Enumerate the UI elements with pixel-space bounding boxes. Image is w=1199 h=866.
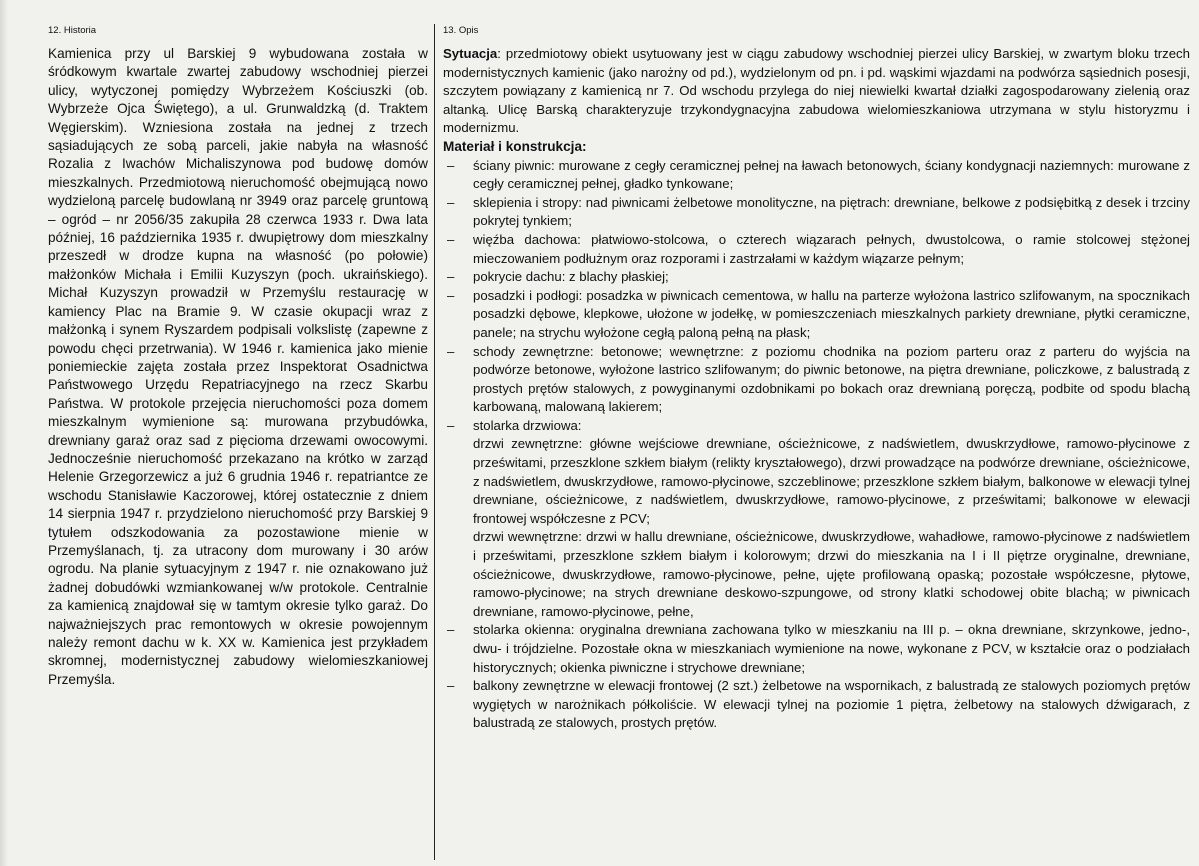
situation-paragraph bbox=[443, 45, 1190, 138]
description-header: 13. Opis bbox=[443, 25, 479, 36]
scan-edge bbox=[0, 0, 8, 866]
material-heading bbox=[443, 138, 1190, 157]
doors-title: – stolarka drzwiowa: bbox=[473, 417, 582, 433]
list-item-doors bbox=[443, 417, 1190, 622]
history-text: Kamienica przy ul Barskiej 9 wybudowana została w śródkowym kwartale zwartej zabudowy wschodniej pierzei ulicy, wytyczonej pomiędzy Wybrzeżem Kościuszki (ob. Wybrzeże Ojca Świętego), a ul. Grunwaldzką (d. Traktem Węgierskim). Wzniesiona została na jednej z trzech sąsiadujących ze sobą parceli, jakie nabyła na własność Rozalia z Iwachów Michaliszynowa pod budowę domów mieszkalnych. Przedmiotową nieruchomość obejmującą nowo wydzieloną parcelę budowlaną nr 3949 oraz parcelę gruntową – ogród – nr 2056/35 zakupiła 28 czerwca 1933 r. Dwa lata później, 16 października 1935 r. dwupiętrowy dom mieszkalny przeszedł w drodze kupna na własność (po połowie) małżonków Michała i Emilii Kuzyszyn (poch. ukraińskiego). Michał Kuzyszyn prowadził w Przemyślu restaurację w kamiency Plac na Bramie 9. W czasie okupacji wraz z małżonką i synem Ryszardem podpisali volkslistę (zapewne z powodu chęci przetrwania). W 1946 r. kamienica jako mienie poniemieckie zajęta została przez Inspektorat Osadnictwa Państwowego Urzędu Repatriacyjnego na rzecz Skarbu Państwa. W protokole przejęcia nieruchomości poza domem mieszkalnym wymienione są: murowana przybudówka, drewniany garaż oraz sad z pięcioma drzewami owocowymi. Jednocześnie nieruchomość przekazano na krótko w zarząd Helenie Grzegorzewicz a już 6 grudnia 1946 r. repatriantce ze wschodu Stanisławie Kaczorowej, której ostatecznie z dniem 14 sierpnia 1947 r. przydzielono nieruchomość przy Barskiej 9 tytułem odszkodowania za pozostawione mienie w Przemyślanach, tj. za utracony dom murowany i 30 arów ogrodu. Na planie sytuacyjnym z 1947 r. nie oznakowano już żadnej dobudówki wzmiankowanej w/w protokole. Centralnie za kamienicą znajdował się w tamtym okresie tylko garaż. Do najważniejszych prac remontowych w okresie powojennym należy remont dachu w k. XX w. Kamienica jest przykładem skromnej, modernistycznej zabudowy wielomieszkaniowej Przemyśla. bbox=[48, 46, 428, 687]
list-item-windows: – stolarka okienna: oryginalna drewniana zachowana tylko w mieszkaniu na III p. – okna drewniane, skrzynkowe, jedno-, dwu- i trójdzielne. Pozostałe okna w mieszkaniach wymienione na nowe, wykonane z PCV, w kształcie oraz o podziałach historycznych; okienka piwniczne i strychowe drewniane; bbox=[443, 621, 1190, 677]
situation-text: : przedmiotowy obiekt usytuowany jest w ciągu zabudowy wschodniej pierzei ulicy Barskiej, w zwartym bloku trzech modernistycznych kamienic (jako narożny od pd.), wydzielonym od pn. i pd. wąskimi wjazdami na podwórza sąsiednich posesji, szczytem powiązany z kamienicą nr 7. Od wschodu przylega do niej niewielki kwartał działki zagospodarowany zielenią oraz altanką. Ulicę Barską charakteryzuje trzykondygnacyjna zabudowa wielomieszkaniowa utrzymana w stylu historyzmu i modernizmu. bbox=[443, 46, 1190, 136]
material-list bbox=[443, 157, 1190, 733]
material-label: Materiał i konstrukcja bbox=[443, 138, 583, 154]
list-item-stairs: – schody zewnętrzne: betonowe; wewnętrzne: z poziomu chodnika na poziom parteru oraz z parteru do wyjścia na podwórze betonowe, wyłożone lastrico szlifowanym; do piwnic betonowe, na piętra drewniane, policzkowe, z balustradą z prostych prętów stalowych, z powyginanymi ozdobnikami po bokach oraz drewnianą poręczą, podbite od spodu blachą karbowaną, malowaną lakierem; bbox=[443, 343, 1190, 417]
doors-outer: drzwi zewnętrzne: główne wejściowe drewniane, ościeżnicowe, z nadświetlem, dwuskrzydłowe, ramowo-płycinowe z prześwitami, przeszklone szkłem białym (relikty kryształowego), drzwi prowadzące na podwórze drewniane, ościeżnicowe, z nadświetlem, dwuskrzydłowe, ramowo-płycinowe, szczeblinowe; przeszklone szkłem białym, balkonowe w elewacji tylnej drewniane, ościeżnicowe, z nadświetlem, dwuskrzydłowe, ramowo-płycinowe, z prześwitami; balkonowe w elewacji frontowej współczesne z PCV; bbox=[473, 436, 1190, 526]
material-colon: : bbox=[582, 138, 587, 154]
history-header: 12. Historia bbox=[48, 25, 97, 36]
history-column bbox=[38, 24, 435, 860]
document-sheet bbox=[38, 24, 1198, 860]
list-item-walls: – ściany piwnic: murowane z cegły ceramicznej pełnej na ławach betonowych, ściany kondygnacji naziemnych: murowane z cegły ceramicznej pełnej, gładko tynkowane; bbox=[443, 157, 1190, 194]
list-item-floors: – posadzki i podłogi: posadzka w piwnicach cementowa, w hallu na parterze wyłożona lastrico szlifowanym, na spocznikach posadzki dębowe, klepkowe, ułożone w jodełkę, w pomieszczeniach mieszkalnych parkiety drewniane, płytki ceramiczne, panele; na strychu wyłożone cegłą paloną pełną na płask; bbox=[443, 287, 1190, 343]
doors-inner: drzwi wewnętrzne: drzwi w hallu drewniane, ościeżnicowe, dwuskrzydłowe, wahadłowe, ramowo-płycinowe z nadświetlem i prześwitami, przeszklone szkłem białym i kolorowym; drzwi do mieszkania na I i II piętrze oryginalne, drewniane, ościeżnicowe, dwuskrzydłowe, ramowo-płycinowe, pełne, ujęte profilowaną opaską; pozostałe współczesne, płytowe, ramowo-płycinowe; na strych drewniane deskowo-szpungowe, od strony klatki schodowej obite blachą; w piwnicach drewniane, ramowo-płycinowe, pełne, bbox=[473, 529, 1190, 619]
list-item-roof-truss: – więźba dachowa: płatwiowo-stolcowa, o czterech wiązarach pełnych, dwustolcowa, o ramie stolcowej stężonej mieczowaniem podłużnym oraz rozporami i zastrzałami w każdym wiązarze pełnym; bbox=[443, 231, 1190, 268]
list-item-ceilings: – sklepienia i stropy: nad piwnicami żelbetowe monolityczne, na piętrach: drewniane, belkowe z podsiębitką z desek i trzciny pokrytej tynkiem; bbox=[443, 194, 1190, 231]
situation-label: Sytuacja bbox=[443, 46, 498, 61]
description-column bbox=[435, 24, 1198, 860]
list-item-balconies: – balkony zewnętrzne w elewacji frontowej (2 szt.) żelbetowe na wspornikach, z balustradą ze stalowych poziomych prętów wygiętych w narożnikach półkoliście. W elewacji tylnej na poziomie 1 piętra, żelbetowy na stalowych dźwigarach, z balustradą ze stalowych, prostych prętów. bbox=[443, 677, 1190, 733]
list-item-roofing: – pokrycie dachu: z blachy płaskiej; bbox=[443, 268, 1190, 287]
